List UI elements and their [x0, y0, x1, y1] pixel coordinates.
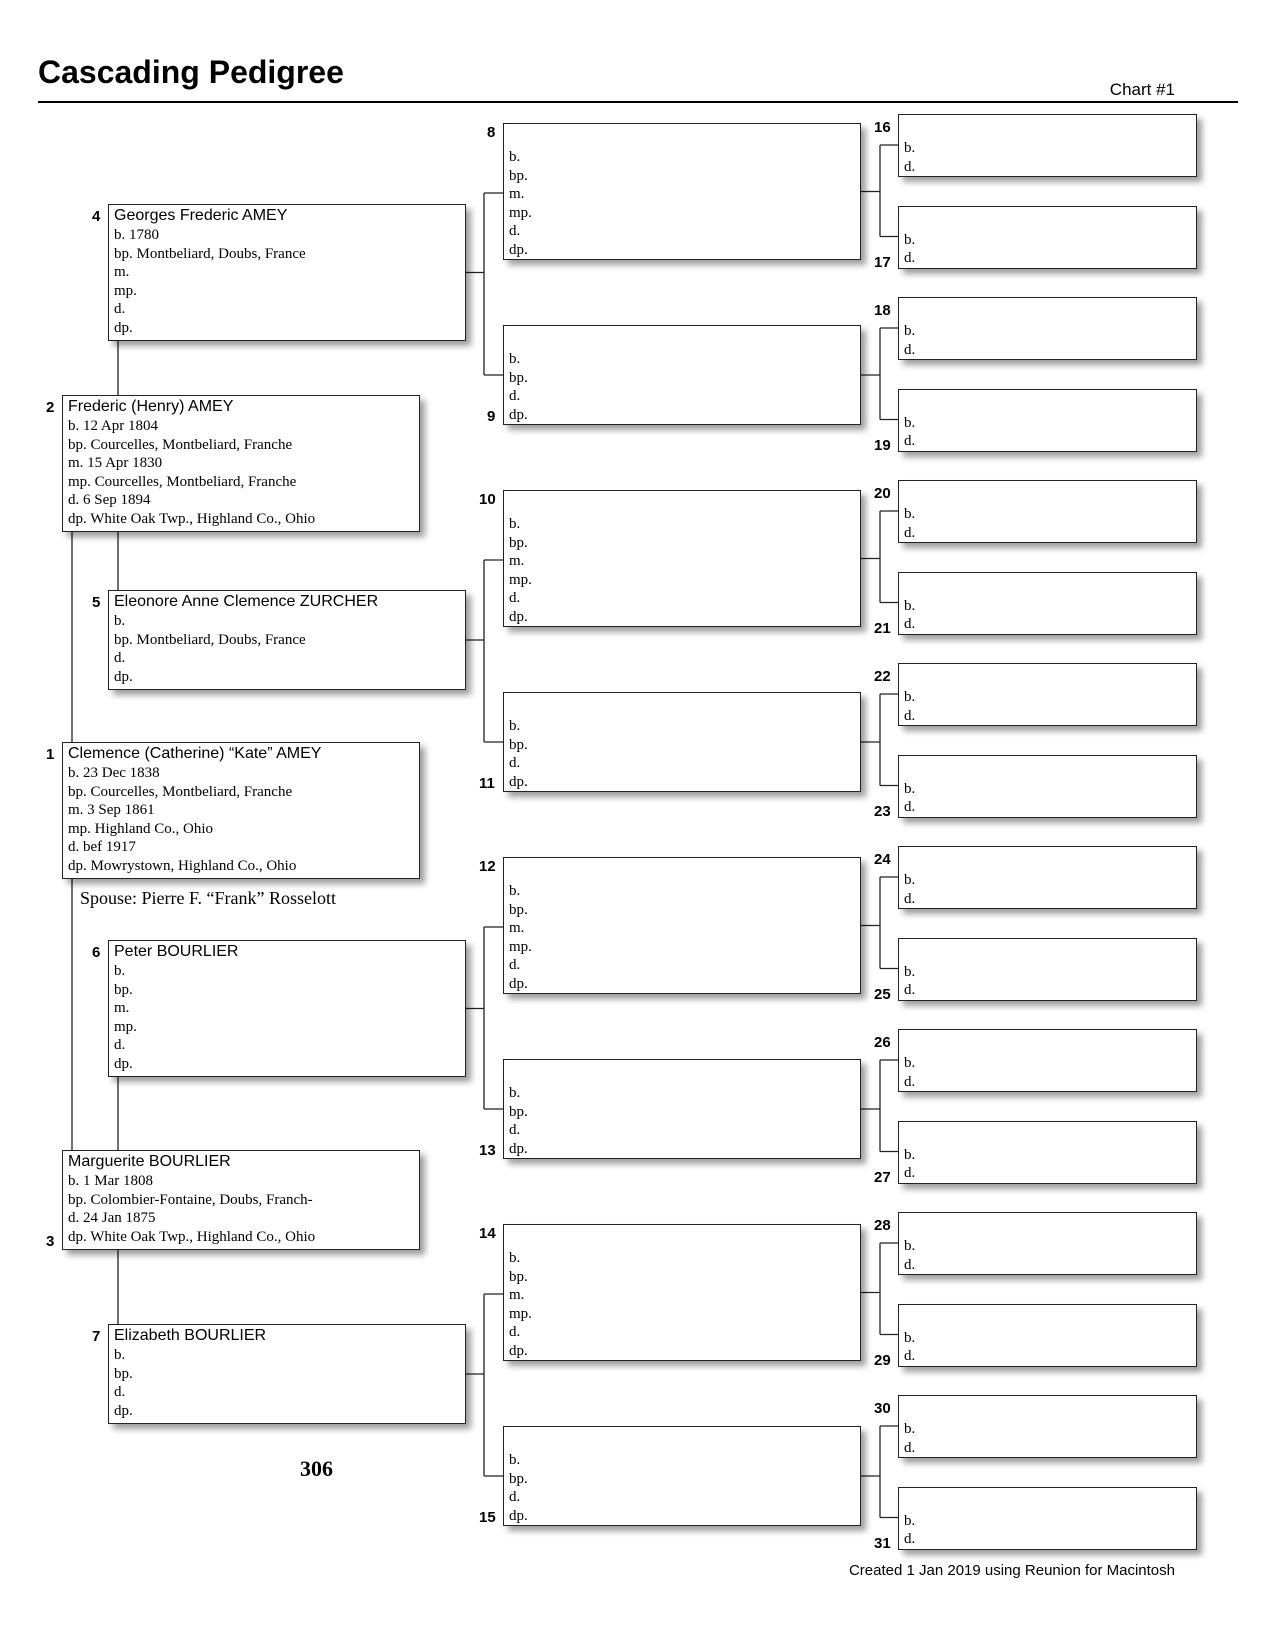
vital-line: dp.	[509, 608, 528, 625]
generation-number-30: 30	[874, 1400, 891, 1417]
generation-number-18: 18	[874, 302, 891, 319]
vital-line: d.	[509, 223, 521, 239]
generation-number-29: 29	[874, 1351, 891, 1369]
vital-line: b.	[904, 963, 916, 980]
person-box-17	[898, 206, 1197, 269]
generation-number-26: 26	[874, 1034, 891, 1051]
vital-line: d.	[509, 1324, 521, 1340]
vital-lines	[899, 664, 1196, 725]
person-box-1	[62, 742, 420, 879]
vital-line: dp. Mowrystown, Highland Co., Ohio	[68, 857, 297, 874]
person-box-9	[503, 325, 861, 425]
person-box-14	[503, 1224, 861, 1361]
vital-line: d.	[904, 1073, 916, 1090]
generation-number-17: 17	[874, 253, 891, 271]
vital-line: b.	[904, 414, 916, 431]
vital-line: bp.	[509, 167, 528, 184]
vital-line: bp. Colombier-Fontaine, Doubs, Franch-	[68, 1191, 313, 1208]
generation-number-9: 9	[487, 408, 496, 425]
person-box-23	[898, 755, 1197, 818]
vital-line: mp. Highland Co., Ohio	[68, 820, 213, 837]
vital-line: d.	[904, 799, 916, 815]
vital-lines	[899, 1305, 1196, 1366]
person-box-5	[108, 590, 466, 690]
vital-line: m. 15 Apr 1830	[68, 455, 163, 471]
vital-line: d.	[114, 1037, 126, 1053]
vital-line: dp. White Oak Twp., Highland Co., Ohio	[68, 510, 316, 527]
vital-line: d.	[509, 590, 521, 606]
vital-line: b.	[509, 1452, 521, 1468]
vital-line: d.	[509, 755, 521, 771]
vital-line: b.	[904, 1238, 916, 1254]
vital-line: b.	[904, 689, 916, 705]
vital-line: dp.	[509, 1140, 528, 1157]
vital-line: bp. Montbeliard, Doubs, France	[114, 631, 306, 648]
vital-lines	[899, 115, 1196, 176]
vital-line: d.	[904, 158, 916, 175]
vital-line: m.	[114, 1000, 130, 1016]
person-box-22	[898, 663, 1197, 726]
vital-line: bp.	[509, 736, 528, 753]
vital-lines	[109, 962, 465, 1073]
vital-line: d.	[509, 388, 521, 404]
vital-lines	[899, 390, 1196, 451]
generation-number-4: 4	[92, 208, 101, 225]
vital-line: d. 24 Jan 1875	[68, 1210, 156, 1226]
vital-line: b.	[509, 718, 521, 734]
person-box-25	[898, 938, 1197, 1001]
vital-line: dp.	[114, 1055, 133, 1072]
spouse-line: Spouse: Pierre F. “Frank” Rosselott	[80, 888, 337, 908]
vital-line: bp. Montbeliard, Doubs, France	[114, 245, 306, 262]
person-box-3	[62, 1150, 420, 1250]
generation-number-10: 10	[479, 491, 496, 508]
person-name: Frederic (Henry) AMEY	[68, 398, 234, 415]
generation-number-3: 3	[46, 1233, 55, 1250]
vital-line: m.	[509, 186, 525, 202]
page-number: 306	[300, 1456, 333, 1481]
vital-line: b.	[114, 1347, 126, 1363]
generation-number-19: 19	[874, 436, 891, 454]
vital-line: d.	[509, 957, 521, 973]
person-name: Eleonore Anne Clemence ZURCHER	[114, 593, 379, 610]
vital-line: bp.	[114, 981, 133, 998]
vital-line: d.	[904, 1256, 916, 1273]
vital-line: bp.	[509, 1268, 528, 1285]
vital-line: bp.	[509, 1103, 528, 1120]
vital-line: dp.	[114, 319, 133, 336]
vital-line: b.	[904, 872, 916, 888]
vital-lines	[504, 124, 860, 259]
vital-line: dp.	[509, 1507, 528, 1524]
vital-lines	[63, 1172, 419, 1246]
vital-line: b.	[904, 1329, 916, 1346]
vital-line: dp.	[509, 406, 528, 423]
vital-line: b.	[904, 323, 916, 339]
generation-number-27: 27	[874, 1168, 891, 1186]
vital-line: b.	[904, 597, 916, 614]
vital-line: b.	[509, 1250, 521, 1266]
person-box-30	[898, 1395, 1197, 1458]
generation-number-28: 28	[874, 1217, 891, 1234]
person-box-26	[898, 1029, 1197, 1092]
vital-line: dp.	[509, 975, 528, 992]
vital-line: mp.	[509, 1305, 532, 1322]
person-box-28	[898, 1212, 1197, 1275]
vital-line: b.	[904, 780, 916, 797]
vital-line: b.	[509, 1085, 521, 1101]
vital-line: b. 1780	[114, 227, 159, 243]
vital-lines	[899, 298, 1196, 359]
person-name: Georges Frederic AMEY	[114, 207, 288, 224]
vital-lines	[504, 693, 860, 791]
generation-number-15: 15	[479, 1509, 496, 1526]
person-box-10	[503, 490, 861, 627]
vital-lines	[899, 756, 1196, 817]
vital-line: b. 12 Apr 1804	[68, 418, 158, 434]
vital-lines	[504, 1427, 860, 1525]
person-box-20	[898, 480, 1197, 543]
vital-line: b.	[904, 1512, 916, 1529]
vital-line: d.	[114, 1384, 126, 1400]
vital-line: dp.	[509, 1342, 528, 1359]
person-name: Clemence (Catherine) “Kate” AMEY	[68, 745, 322, 762]
generation-number-31: 31	[874, 1534, 891, 1552]
vital-line: bp. Courcelles, Montbeliard, Franche	[68, 436, 293, 453]
vital-line: bp.	[509, 901, 528, 918]
vital-line: b.	[509, 516, 521, 532]
person-box-16	[898, 114, 1197, 177]
vital-line: bp.	[509, 1470, 528, 1487]
person-box-31	[898, 1487, 1197, 1550]
vital-lines	[109, 1346, 465, 1420]
vital-line: b.	[114, 613, 126, 629]
vital-lines	[504, 1060, 860, 1158]
vital-line: m.	[509, 920, 525, 936]
chart-number: Chart #1	[1109, 80, 1175, 99]
vital-line: m.	[114, 264, 130, 280]
footer-credit: Created 1 Jan 2019 using Reunion for Macintosh	[848, 1562, 1175, 1579]
person-box-21	[898, 572, 1197, 635]
vital-line: bp.	[114, 1365, 133, 1382]
vital-line: mp.	[509, 938, 532, 955]
generation-number-2: 2	[46, 399, 55, 416]
generation-number-14: 14	[479, 1225, 496, 1242]
vital-line: b.	[904, 1146, 916, 1163]
vital-line: dp.	[114, 1402, 133, 1419]
vital-line: b.	[904, 231, 916, 248]
vital-line: bp.	[509, 534, 528, 551]
vital-line: d.	[509, 1122, 521, 1138]
vital-line: d.	[509, 1489, 521, 1505]
vital-lines	[899, 847, 1196, 908]
person-box-18	[898, 297, 1197, 360]
vital-lines	[63, 417, 419, 528]
vital-lines	[504, 1225, 860, 1360]
vital-lines	[109, 612, 465, 686]
vital-line: mp.	[509, 571, 532, 588]
vital-line: dp.	[509, 773, 528, 790]
generation-number-23: 23	[874, 802, 891, 820]
vital-line: d.	[904, 524, 916, 541]
vital-line: mp.	[509, 204, 532, 221]
vital-line: b. 23 Dec 1838	[68, 765, 160, 781]
generation-number-16: 16	[874, 119, 891, 136]
vital-lines	[899, 1396, 1196, 1457]
vital-line: d.	[904, 707, 916, 724]
vital-line: d.	[904, 250, 916, 266]
vital-line: b.	[509, 883, 521, 899]
generation-number-1: 1	[46, 746, 55, 763]
person-box-24	[898, 846, 1197, 909]
person-name: Marguerite BOURLIER	[68, 1153, 231, 1170]
person-box-19	[898, 389, 1197, 452]
person-box-12	[503, 857, 861, 994]
generation-number-8: 8	[487, 124, 496, 141]
page-title: Cascading Pedigree	[38, 54, 344, 90]
vital-lines	[899, 573, 1196, 634]
generation-number-20: 20	[874, 485, 891, 502]
vital-line: dp.	[509, 241, 528, 258]
vital-line: mp.	[114, 282, 137, 299]
vital-line: d.	[904, 341, 916, 358]
vital-line: d. 6 Sep 1894	[68, 492, 151, 508]
vital-line: bp.	[509, 369, 528, 386]
vital-line: b.	[904, 1421, 916, 1437]
generation-number-13: 13	[479, 1142, 496, 1159]
generation-number-21: 21	[874, 619, 891, 637]
vital-line: bp. Courcelles, Montbeliard, Franche	[68, 783, 293, 800]
vital-line: d. bef 1917	[68, 839, 136, 855]
vital-lines	[63, 764, 419, 875]
vital-line: dp.	[114, 668, 133, 685]
person-box-8	[503, 123, 861, 260]
person-box-27	[898, 1121, 1197, 1184]
person-box-4	[108, 204, 466, 341]
vital-line: b.	[509, 149, 521, 165]
person-name: Peter BOURLIER	[114, 943, 239, 960]
vital-line: d.	[114, 301, 126, 317]
vital-line: d.	[904, 1348, 916, 1364]
generation-number-22: 22	[874, 668, 891, 685]
vital-line: d.	[904, 616, 916, 632]
vital-line: b.	[904, 506, 916, 522]
vital-lines	[504, 326, 860, 424]
vital-lines	[504, 858, 860, 993]
generation-number-25: 25	[874, 985, 891, 1003]
vital-lines	[899, 1488, 1196, 1549]
vital-lines	[109, 226, 465, 337]
vital-line: b.	[904, 1055, 916, 1071]
vital-lines	[899, 1122, 1196, 1183]
person-box-29	[898, 1304, 1197, 1367]
vital-line: mp.	[114, 1018, 137, 1035]
person-box-7	[108, 1324, 466, 1424]
person-box-6	[108, 940, 466, 1077]
generation-number-24: 24	[874, 851, 891, 868]
vital-line: d.	[904, 1165, 916, 1181]
person-box-15	[503, 1426, 861, 1526]
vital-line: mp. Courcelles, Montbeliard, Franche	[68, 473, 297, 490]
vital-lines	[899, 207, 1196, 268]
vital-line: d.	[904, 1439, 916, 1456]
person-box-11	[503, 692, 861, 792]
vital-lines	[899, 1030, 1196, 1091]
vital-line: b.	[509, 351, 521, 367]
vital-lines	[899, 939, 1196, 1000]
vital-line: d.	[904, 982, 916, 998]
person-box-13	[503, 1059, 861, 1159]
vital-line: dp. White Oak Twp., Highland Co., Ohio	[68, 1228, 316, 1245]
vital-line: b.	[904, 140, 916, 156]
generation-number-11: 11	[479, 775, 495, 792]
vital-line: d.	[114, 650, 126, 666]
vital-line: d.	[904, 890, 916, 907]
vital-lines	[899, 1213, 1196, 1274]
vital-line: b. 1 Mar 1808	[68, 1173, 153, 1189]
vital-line: d.	[904, 1531, 916, 1547]
generation-number-12: 12	[479, 858, 496, 875]
vital-line: m. 3 Sep 1861	[68, 802, 155, 818]
vital-line: b.	[114, 963, 126, 979]
vital-line: d.	[904, 433, 916, 449]
person-box-2	[62, 395, 420, 532]
vital-lines	[504, 491, 860, 626]
generation-number-6: 6	[92, 944, 101, 961]
generation-number-5: 5	[92, 594, 101, 611]
vital-lines	[899, 481, 1196, 542]
person-name: Elizabeth BOURLIER	[114, 1327, 267, 1344]
vital-line: m.	[509, 1287, 525, 1303]
generation-number-7: 7	[92, 1328, 101, 1345]
vital-line: m.	[509, 553, 525, 569]
